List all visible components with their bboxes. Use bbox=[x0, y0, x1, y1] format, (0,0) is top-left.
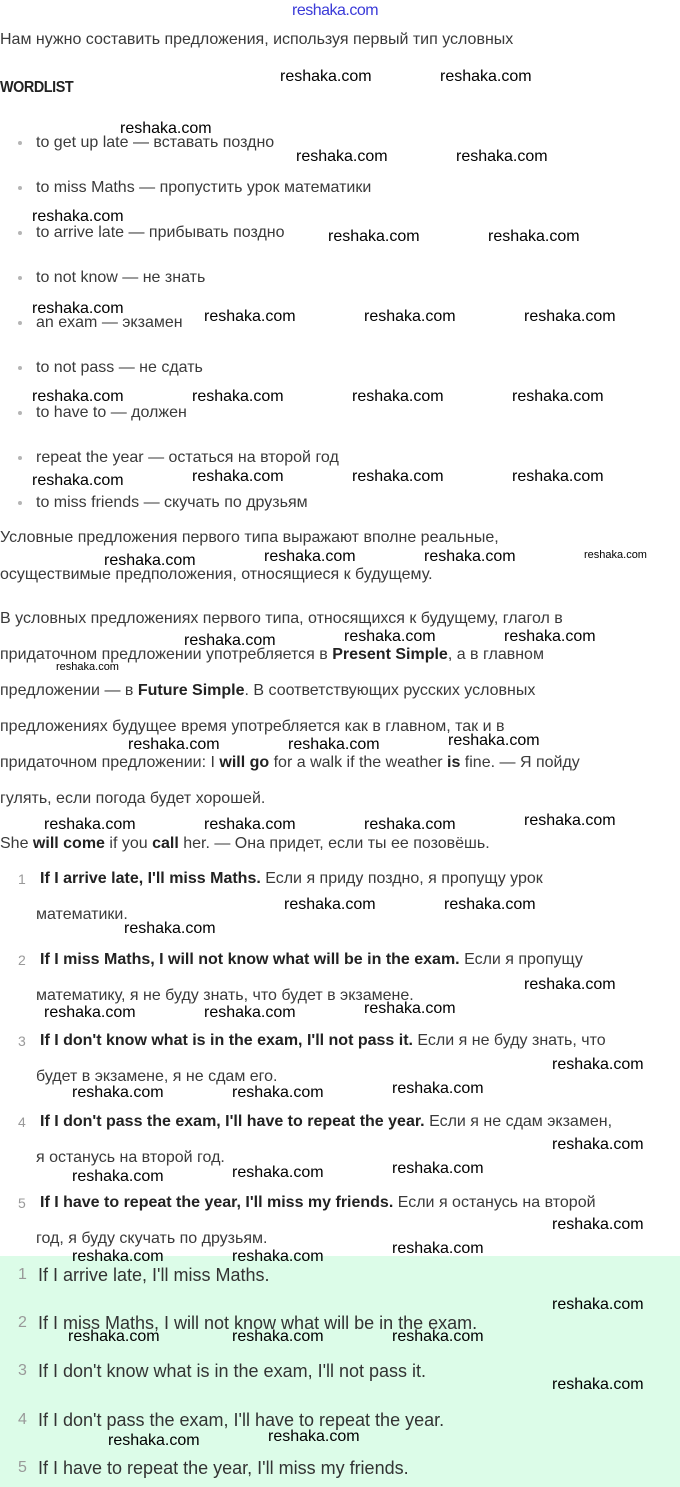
example-item bbox=[40, 869, 543, 889]
example-en: If I don't know what is in the exam, I'll not pass it. bbox=[40, 1032, 413, 1049]
item-number: 5 bbox=[18, 1459, 27, 1476]
watermark: reshaka.com bbox=[352, 388, 444, 405]
list-item: to miss friends — скучать по друзьям bbox=[36, 494, 308, 511]
watermark: reshaka.com bbox=[440, 68, 532, 85]
watermark: reshaka.com bbox=[32, 388, 124, 405]
item-number: 2 bbox=[18, 952, 26, 968]
bullet-icon bbox=[18, 411, 22, 415]
watermark: reshaka.com bbox=[552, 1376, 644, 1393]
answer-item: If I miss Maths, I will not know what will be in the exam. bbox=[38, 1313, 478, 1333]
watermark: reshaka.com bbox=[296, 148, 388, 165]
watermark: reshaka.com bbox=[72, 1168, 164, 1185]
watermark: reshaka.com bbox=[392, 1160, 484, 1177]
example-item bbox=[40, 950, 583, 970]
example-item bbox=[40, 1031, 606, 1051]
watermark: reshaka.com bbox=[524, 308, 616, 325]
list-item: an exam — экзамен bbox=[36, 314, 183, 331]
paragraph-line: предложениях будущее время употребляется как в главном, так и в bbox=[0, 718, 505, 735]
bullet-icon bbox=[18, 456, 22, 460]
paragraph-line bbox=[0, 681, 535, 701]
watermark: reshaka.com bbox=[264, 548, 356, 565]
answer-item: If I arrive late, I'll miss Maths. bbox=[38, 1265, 270, 1285]
bullet-icon bbox=[18, 141, 22, 145]
item-number: 4 bbox=[18, 1411, 27, 1428]
watermark: reshaka.com bbox=[364, 308, 456, 325]
example-en: If I arrive late, I'll miss Maths. bbox=[40, 870, 261, 887]
watermark: reshaka.com bbox=[232, 1084, 324, 1101]
watermark: reshaka.com bbox=[328, 228, 420, 245]
answer-item: If I have to repeat the year, I'll miss my friends. bbox=[38, 1458, 409, 1478]
watermark: reshaka.com bbox=[192, 388, 284, 405]
example-ru-cont: математику, я не буду знать, что будет в экзамене. bbox=[36, 987, 414, 1004]
watermark: reshaka.com bbox=[32, 300, 124, 317]
item-number: 4 bbox=[18, 1114, 26, 1130]
list-item: to not pass — не сдать bbox=[36, 359, 203, 376]
example-en: If I miss Maths, I will not know what will be in the exam. bbox=[40, 951, 460, 968]
list-item: repeat the year — остаться на второй год bbox=[36, 449, 339, 466]
item-number: 1 bbox=[18, 871, 26, 887]
watermark: reshaka.com bbox=[32, 208, 124, 225]
text: She bbox=[0, 835, 33, 852]
example-ru: Если я не сдам экзамен, bbox=[424, 1113, 613, 1130]
watermark: reshaka.com bbox=[392, 1240, 484, 1257]
watermark: reshaka.com bbox=[392, 1328, 484, 1345]
watermark: reshaka.com bbox=[364, 1000, 456, 1017]
watermark: reshaka.com bbox=[44, 1004, 136, 1021]
watermark: reshaka.com bbox=[232, 1248, 324, 1265]
example-ru: Если я приду поздно, я пропущу урок bbox=[260, 870, 543, 887]
emphasis: will go bbox=[219, 754, 270, 771]
watermark: reshaka.com bbox=[204, 816, 296, 833]
emphasis: will come bbox=[32, 835, 105, 852]
bullet-icon bbox=[18, 276, 22, 280]
text: if you bbox=[104, 835, 153, 852]
watermark: reshaka.com bbox=[524, 812, 616, 829]
item-number: 2 bbox=[18, 1314, 27, 1331]
watermark: reshaka.com bbox=[44, 816, 136, 833]
watermark: reshaka.com bbox=[124, 920, 216, 937]
watermark: reshaka.com bbox=[128, 736, 220, 753]
intro-text: Нам нужно составить предложения, используя первый тип условных bbox=[0, 31, 514, 48]
paragraph-line bbox=[0, 753, 580, 773]
list-item: to miss Maths — пропустить урок математики bbox=[36, 179, 372, 196]
watermark: reshaka.com bbox=[184, 632, 276, 649]
example-ru-cont: будет в экзамене, я не сдам его. bbox=[36, 1068, 278, 1085]
item-number: 3 bbox=[18, 1362, 27, 1379]
example-ru-cont: математики. bbox=[36, 906, 128, 923]
watermark: reshaka.com bbox=[552, 1216, 644, 1233]
answer-item: If I don't know what is in the exam, I'll not pass it. bbox=[38, 1361, 427, 1381]
paragraph-line bbox=[0, 834, 490, 854]
watermark: reshaka.com bbox=[292, 2, 379, 19]
example-en: If I have to repeat the year, I'll miss my friends. bbox=[40, 1194, 394, 1211]
item-number: 1 bbox=[18, 1266, 27, 1283]
example-en: If I don't pass the exam, I'll have to repeat the year. bbox=[40, 1113, 425, 1130]
watermark: reshaka.com bbox=[552, 1136, 644, 1153]
watermark: reshaka.com bbox=[204, 1004, 296, 1021]
watermark: reshaka.com bbox=[104, 552, 196, 569]
wordlist-heading: WORDLIST bbox=[0, 79, 74, 96]
watermark: reshaka.com bbox=[504, 628, 596, 645]
watermark: reshaka.com bbox=[120, 120, 212, 137]
bullet-icon bbox=[18, 366, 22, 370]
emphasis: is bbox=[447, 754, 461, 771]
example-ru-cont: год, я буду скучать по друзьям. bbox=[36, 1230, 268, 1247]
text: . В соответствующих русских условных bbox=[244, 682, 536, 699]
paragraph-line: гулять, если погода будет хорошей. bbox=[0, 790, 266, 807]
watermark: reshaka.com bbox=[192, 468, 284, 485]
bullet-icon bbox=[18, 321, 22, 325]
list-item: to get up late — вставать поздно bbox=[36, 134, 275, 151]
list-item: to not know — не знать bbox=[36, 269, 206, 286]
text: придаточном предложении: I bbox=[0, 754, 220, 771]
text: fine. — Я пойду bbox=[460, 754, 580, 771]
emphasis: call bbox=[152, 835, 179, 852]
example-item bbox=[40, 1112, 612, 1132]
watermark: reshaka.com bbox=[56, 661, 119, 673]
watermark: reshaka.com bbox=[204, 308, 296, 325]
example-ru-cont: я останусь на второй год. bbox=[36, 1149, 225, 1166]
watermark: reshaka.com bbox=[72, 1248, 164, 1265]
watermark: reshaka.com bbox=[512, 468, 604, 485]
watermark: reshaka.com bbox=[232, 1328, 324, 1345]
example-ru: Если я не буду знать, что bbox=[412, 1032, 606, 1049]
watermark: reshaka.com bbox=[232, 1164, 324, 1181]
watermark: reshaka.com bbox=[424, 548, 516, 565]
watermark: reshaka.com bbox=[584, 549, 647, 561]
text: her. — Она придет, если ты ее позовёшь. bbox=[178, 835, 490, 852]
watermark: reshaka.com bbox=[72, 1084, 164, 1101]
list-item: to arrive late — прибывать поздно bbox=[36, 224, 285, 241]
bullet-icon bbox=[18, 186, 22, 190]
bullet-icon bbox=[18, 231, 22, 235]
term-future-simple: Future Simple bbox=[137, 682, 245, 699]
paragraph-line: В условных предложениях первого типа, относящихся к будущему, глагол в bbox=[0, 610, 563, 627]
item-number: 5 bbox=[18, 1195, 26, 1211]
example-ru: Если я останусь на второй bbox=[393, 1194, 596, 1211]
watermark: reshaka.com bbox=[512, 388, 604, 405]
example-ru: Если я пропущу bbox=[459, 951, 583, 968]
watermark: reshaka.com bbox=[444, 896, 536, 913]
watermark: reshaka.com bbox=[68, 1328, 160, 1345]
text: , а в главном bbox=[447, 646, 544, 663]
watermark: reshaka.com bbox=[448, 732, 540, 749]
watermark: reshaka.com bbox=[352, 468, 444, 485]
watermark: reshaka.com bbox=[524, 976, 616, 993]
watermark: reshaka.com bbox=[364, 816, 456, 833]
paragraph-line: Условные предложения первого типа выражают вполне реальные, bbox=[0, 529, 499, 546]
item-number: 3 bbox=[18, 1033, 26, 1049]
watermark: reshaka.com bbox=[456, 148, 548, 165]
watermark: reshaka.com bbox=[552, 1056, 644, 1073]
watermark: reshaka.com bbox=[280, 68, 372, 85]
watermark: reshaka.com bbox=[108, 1432, 200, 1449]
watermark: reshaka.com bbox=[344, 628, 436, 645]
example-item bbox=[40, 1193, 596, 1213]
text: предложении — в bbox=[0, 682, 138, 699]
bullet-icon bbox=[18, 501, 22, 505]
watermark: reshaka.com bbox=[552, 1296, 644, 1313]
watermark: reshaka.com bbox=[288, 736, 380, 753]
text: for a walk if the weather bbox=[269, 754, 448, 771]
term-present-simple: Present Simple bbox=[332, 646, 448, 663]
watermark: reshaka.com bbox=[268, 1428, 360, 1445]
watermark: reshaka.com bbox=[488, 228, 580, 245]
list-item: to have to — должен bbox=[36, 404, 187, 421]
answer-item: If I don't pass the exam, I'll have to repeat the year. bbox=[38, 1410, 445, 1430]
paragraph-line: осуществимые предположения, относящиеся к будущему. bbox=[0, 566, 433, 583]
watermark: reshaka.com bbox=[392, 1080, 484, 1097]
text: придаточном предложении употребляется в bbox=[0, 646, 333, 663]
watermark: reshaka.com bbox=[284, 896, 376, 913]
watermark: reshaka.com bbox=[32, 472, 124, 489]
